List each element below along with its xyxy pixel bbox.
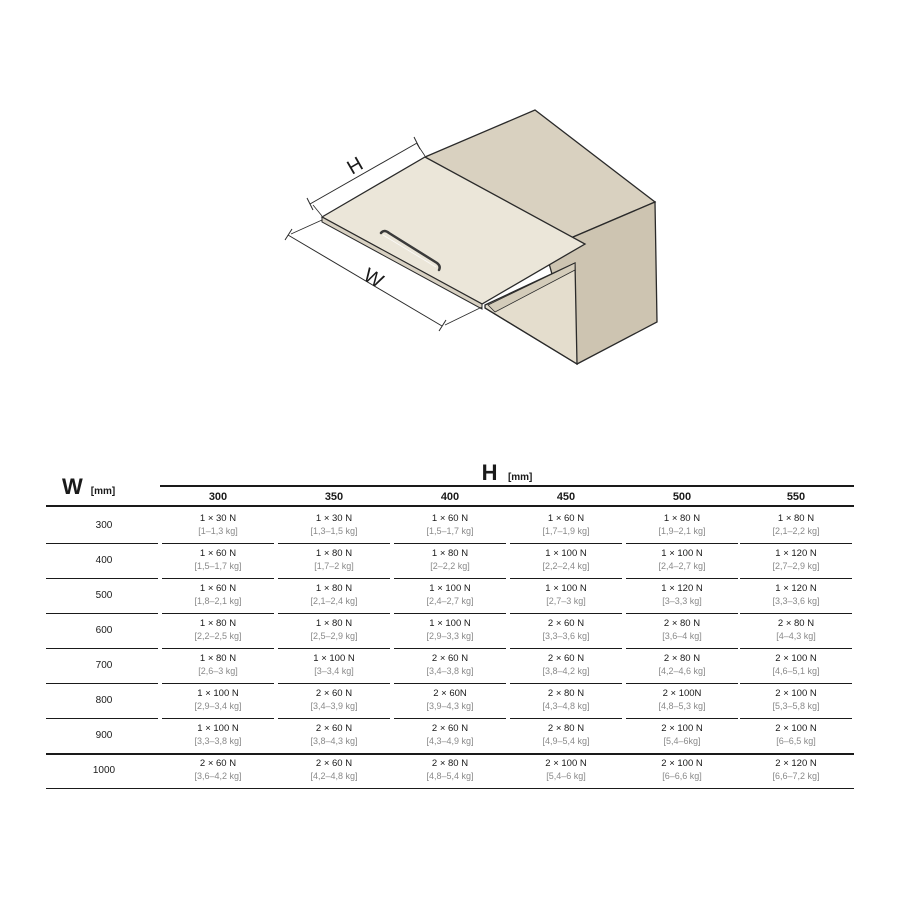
cell-force: 1 × 80 N xyxy=(315,548,353,559)
cell-force: 1 × 60 N xyxy=(199,548,237,559)
cell-weight: [5,3–5,8 kg] xyxy=(772,701,820,711)
cell-weight: [1,5–1,7 kg] xyxy=(194,561,242,571)
table-cell xyxy=(740,753,852,788)
cell-weight: [6–6,6 kg] xyxy=(662,771,702,781)
table-cell xyxy=(510,718,622,753)
table-cell xyxy=(740,613,852,648)
table-cell xyxy=(626,613,738,648)
cell-weight: [1,8–2,1 kg] xyxy=(194,596,242,606)
cell-weight: [4,8–5,4 kg] xyxy=(426,771,474,781)
row-label-w: 700 xyxy=(95,660,113,671)
table-cell xyxy=(162,753,274,788)
table-cell xyxy=(510,613,622,648)
cell-force: 2 × 60 N xyxy=(431,723,469,734)
table-row xyxy=(46,508,854,543)
table-cell xyxy=(626,718,738,753)
cell-force: 2 × 60 N xyxy=(315,723,353,734)
cell-force: 1 × 80 N xyxy=(199,653,237,664)
cell-force: 2 × 100 N xyxy=(775,688,817,699)
cell-weight: [2,2–2,5 kg] xyxy=(194,631,242,641)
table-cell xyxy=(162,613,274,648)
table-cell xyxy=(740,648,852,683)
table-row xyxy=(46,543,854,578)
table-cell xyxy=(510,508,622,543)
cell-force: 2 × 60 N xyxy=(315,758,353,769)
cell-weight: [2,4–2,7 kg] xyxy=(658,561,706,571)
column-header-450: 450 xyxy=(556,491,576,503)
cell-weight: [3,3–3,8 kg] xyxy=(194,736,242,746)
table-cell xyxy=(278,648,390,683)
table-cell xyxy=(626,648,738,683)
h-header-rule xyxy=(160,485,854,487)
table-cell xyxy=(740,683,852,718)
cell-weight: [4,6–5,1 kg] xyxy=(772,666,820,676)
table-cell xyxy=(740,578,852,613)
cell-weight: [4,9–5,4 kg] xyxy=(542,736,590,746)
cell-force: 1 × 100 N xyxy=(545,548,587,559)
table-row xyxy=(46,578,854,613)
cell-weight: [1,9–2,1 kg] xyxy=(658,526,706,536)
row-label-w: 600 xyxy=(95,625,113,636)
cell-force: 1 × 30 N xyxy=(199,513,237,524)
cell-weight: [5,4–6kg] xyxy=(663,736,701,746)
cell-force: 2 × 120 N xyxy=(775,758,817,769)
cell-force: 2 × 100 N xyxy=(545,758,587,769)
cell-force: 1 × 80 N xyxy=(431,548,469,559)
cell-force: 2 × 80 N xyxy=(547,688,585,699)
column-header-550: 550 xyxy=(786,491,806,503)
w-header-label: W xyxy=(62,474,83,499)
h-dimension-label: H xyxy=(343,153,368,180)
cell-weight: [3,6–4,2 kg] xyxy=(194,771,242,781)
cell-force: 1 × 100 N xyxy=(545,583,587,594)
table-cell xyxy=(626,578,738,613)
column-header-500: 500 xyxy=(672,491,692,503)
column-header-400: 400 xyxy=(440,491,460,503)
table-cell xyxy=(278,508,390,543)
w-header xyxy=(62,474,115,504)
cell-weight: [4,2–4,6 kg] xyxy=(658,666,706,676)
cell-weight: [3,3–3,6 kg] xyxy=(772,596,820,606)
cell-force: 2 × 60 N xyxy=(199,758,237,769)
cell-weight: [3,3–3,6 kg] xyxy=(542,631,590,641)
table-cell xyxy=(394,578,506,613)
cell-weight: [2,1–2,4 kg] xyxy=(310,596,358,606)
cell-force: 2 × 100N xyxy=(662,688,702,699)
table-cell xyxy=(394,543,506,578)
table-cell xyxy=(162,683,274,718)
table-cell xyxy=(162,578,274,613)
cell-weight: [4,3–4,8 kg] xyxy=(542,701,590,711)
cell-weight: [5,4–6 kg] xyxy=(546,771,586,781)
cell-weight: [6,6–7,2 kg] xyxy=(772,771,820,781)
cell-force: 1 × 60 N xyxy=(431,513,469,524)
cell-weight: [3,4–3,9 kg] xyxy=(310,701,358,711)
table-cell xyxy=(278,683,390,718)
h-header xyxy=(160,460,854,486)
cell-force: 1 × 80 N xyxy=(199,618,237,629)
cell-weight: [2,7–2,9 kg] xyxy=(772,561,820,571)
row-label-w: 800 xyxy=(95,695,113,706)
cell-weight: [2,2–2,4 kg] xyxy=(542,561,590,571)
cell-force: 1 × 80 N xyxy=(315,618,353,629)
cell-force: 2 × 80 N xyxy=(547,723,585,734)
h-header-unit: [mm] xyxy=(507,472,533,483)
column-header-350: 350 xyxy=(324,491,344,503)
cell-force: 1 × 30 N xyxy=(315,513,353,524)
cell-force: 1 × 120 N xyxy=(775,548,817,559)
cell-weight: [2,9–3,3 kg] xyxy=(426,631,474,641)
row-label-w: 500 xyxy=(95,590,113,601)
h-header-label: H xyxy=(481,460,498,485)
cell-force: 2 × 80 N xyxy=(777,618,815,629)
cell-force: 1 × 80 N xyxy=(663,513,701,524)
row-label-w: 300 xyxy=(95,520,113,531)
cell-weight: [2,1–2,2 kg] xyxy=(772,526,820,536)
cell-weight: [2,4–2,7 kg] xyxy=(426,596,474,606)
table-cell xyxy=(740,543,852,578)
table-cell xyxy=(394,718,506,753)
column-header-300: 300 xyxy=(208,491,228,503)
cell-weight: [3,6–4 kg] xyxy=(662,631,702,641)
table-cell xyxy=(162,508,274,543)
table-cell xyxy=(510,753,622,788)
cell-weight: [6–6,5 kg] xyxy=(776,736,816,746)
cell-force: 1 × 80 N xyxy=(315,583,353,594)
table-cell xyxy=(394,508,506,543)
cell-weight: [3–3,3 kg] xyxy=(662,596,702,606)
cell-weight: [3,9–4,3 kg] xyxy=(426,701,474,711)
table-cell xyxy=(278,543,390,578)
table-cell xyxy=(510,578,622,613)
table-cell xyxy=(626,753,738,788)
cell-weight: [1,5–1,7 kg] xyxy=(426,526,474,536)
table-row xyxy=(46,613,854,648)
header-bottom-rule xyxy=(46,505,854,507)
table-cell xyxy=(278,753,390,788)
cell-force: 2 × 100 N xyxy=(661,758,703,769)
table-cell xyxy=(162,648,274,683)
table-cell xyxy=(162,543,274,578)
cell-force: 2 × 60 N xyxy=(431,653,469,664)
w-header-unit: [mm] xyxy=(90,486,116,497)
cell-force: 1 × 60 N xyxy=(547,513,585,524)
cell-weight: [2–2,2 kg] xyxy=(430,561,470,571)
row-separator xyxy=(46,788,854,789)
cell-force: 2 × 80 N xyxy=(431,758,469,769)
cell-weight: [2,7–3 kg] xyxy=(546,596,586,606)
table-cell xyxy=(510,683,622,718)
cell-force: 1 × 100 N xyxy=(429,618,471,629)
cell-force: 2 × 100 N xyxy=(775,653,817,664)
cell-force: 2 × 60 N xyxy=(547,618,585,629)
cell-force: 2 × 80 N xyxy=(663,618,701,629)
cell-weight: [1,7–1,9 kg] xyxy=(542,526,590,536)
cell-force: 1 × 100 N xyxy=(197,723,239,734)
cell-weight: [2,5–2,9 kg] xyxy=(310,631,358,641)
table-cell xyxy=(394,683,506,718)
table-cell xyxy=(510,648,622,683)
row-label-w: 1000 xyxy=(92,765,116,776)
cell-weight: [3,8–4,2 kg] xyxy=(542,666,590,676)
cell-weight: [3,8–4,3 kg] xyxy=(310,736,358,746)
table-cell xyxy=(278,578,390,613)
table-cell xyxy=(394,753,506,788)
cell-weight: [1–1,3 kg] xyxy=(198,526,238,536)
cell-force: 1 × 100 N xyxy=(313,653,355,664)
cell-weight: [1,3–1,5 kg] xyxy=(310,526,358,536)
table-cell xyxy=(162,718,274,753)
cell-force: 1 × 120 N xyxy=(775,583,817,594)
cell-weight: [4,8–5,3 kg] xyxy=(658,701,706,711)
cell-force: 1 × 100 N xyxy=(661,548,703,559)
cell-force: 2 × 80 N xyxy=(663,653,701,664)
row-label-w: 400 xyxy=(95,555,113,566)
cell-force: 2 × 60N xyxy=(433,688,467,699)
cell-force: 1 × 60 N xyxy=(199,583,237,594)
cell-weight: [4–4,3 kg] xyxy=(776,631,816,641)
cabinet-illustration xyxy=(0,0,900,440)
table-row xyxy=(46,648,854,683)
cell-force: 2 × 100 N xyxy=(775,723,817,734)
table-cell xyxy=(740,718,852,753)
cell-weight: [3,4–3,8 kg] xyxy=(426,666,474,676)
table-cell xyxy=(278,613,390,648)
table-row xyxy=(46,718,854,753)
cell-weight: [2,9–3,4 kg] xyxy=(194,701,242,711)
table-cell xyxy=(394,648,506,683)
row-label-w: 900 xyxy=(95,730,113,741)
table-cell xyxy=(510,543,622,578)
cell-weight: [3–3,4 kg] xyxy=(314,666,354,676)
cell-force: 1 × 100 N xyxy=(429,583,471,594)
cell-force: 2 × 60 N xyxy=(315,688,353,699)
table-cell xyxy=(626,543,738,578)
table-cell xyxy=(394,613,506,648)
table-row xyxy=(46,753,854,788)
cell-force: 2 × 60 N xyxy=(547,653,585,664)
table-cell xyxy=(740,508,852,543)
cell-force: 1 × 100 N xyxy=(197,688,239,699)
table-cell xyxy=(278,718,390,753)
cell-weight: [4,2–4,8 kg] xyxy=(310,771,358,781)
table-cell xyxy=(626,683,738,718)
cell-force: 1 × 120 N xyxy=(661,583,703,594)
table-cell xyxy=(626,508,738,543)
cell-weight: [1,7–2 kg] xyxy=(314,561,354,571)
cell-force: 2 × 100 N xyxy=(661,723,703,734)
cell-force: 1 × 80 N xyxy=(777,513,815,524)
cell-weight: [4,3–4,9 kg] xyxy=(426,736,474,746)
w-dimension-label: W xyxy=(359,264,387,293)
cell-weight: [2,6–3 kg] xyxy=(198,666,238,676)
table-row xyxy=(46,683,854,718)
